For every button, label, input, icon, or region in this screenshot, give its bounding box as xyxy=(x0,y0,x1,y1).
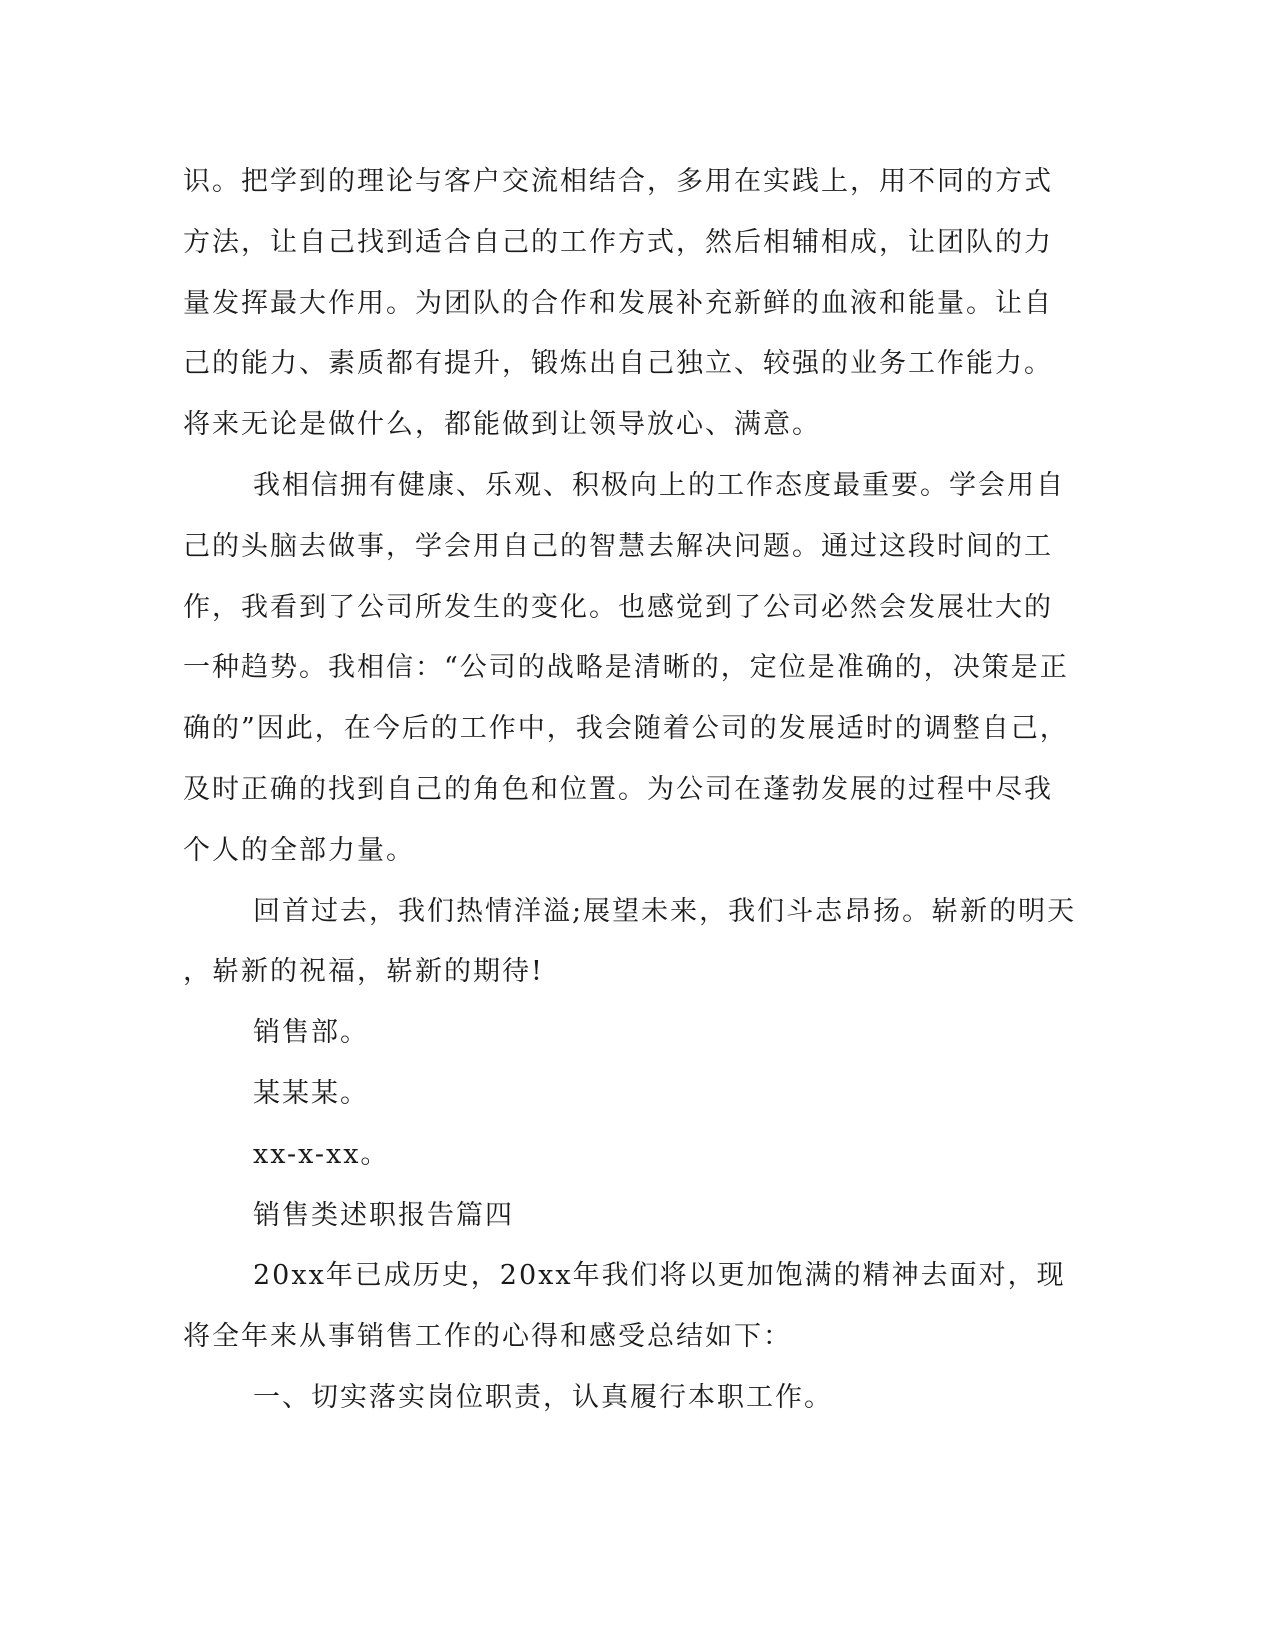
date-line: xx-x-xx。 xyxy=(253,1138,390,1170)
department-line: 销售部。 xyxy=(253,1017,369,1049)
author-line: 某某某。 xyxy=(253,1077,369,1109)
text-line: 确的”因此，在今后的工作中，我会随着公司的发展适时的调整自己， xyxy=(183,713,1069,745)
text-line: 己的头脑去做事，学会用自己的智慧去解决问题。通过这段时间的工 xyxy=(183,530,1053,562)
text-line: 及时正确的找到自己的角色和位置。为公司在蓬勃发展的过程中尽我 xyxy=(183,773,1053,805)
text-line: 将来无论是做什么，都能做到让领导放心、满意。 xyxy=(183,409,821,441)
text-line: 方法，让自己找到适合自己的工作方式，然后相辅相成，让团队的力 xyxy=(183,226,1053,258)
text-line: 己的能力、素质都有提升，锻炼出自己独立、较强的业务工作能力。 xyxy=(183,348,1053,380)
text-line: 量发挥最大作用。为团队的合作和发展补充新鲜的血液和能量。让自 xyxy=(183,287,1053,319)
subsection-heading: 一、切实落实岗位职责，认真履行本职工作。 xyxy=(253,1381,833,1413)
text-line: 识。把学到的理论与客户交流相结合，多用在实践上，用不同的方式 xyxy=(183,166,1053,197)
paragraph-start-line: 回首过去，我们热情洋溢;展望未来，我们斗志昂扬。崭新的明天 xyxy=(253,895,1077,927)
text-line: 个人的全部力量。 xyxy=(183,834,415,866)
document-body xyxy=(183,160,1077,1437)
text-line: 将全年来从事销售工作的心得和感受总结如下： xyxy=(183,1321,792,1353)
paragraph-start-line: 我相信拥有健康、乐观、积极向上的工作态度最重要。学会用自 xyxy=(253,469,1065,501)
section-title: 销售类述职报告篇四 xyxy=(253,1199,514,1231)
paragraph-start-line: 20xx年已成历史，20xx年我们将以更加饱满的精神去面对，现 xyxy=(253,1260,1066,1292)
text-line: 作，我看到了公司所发生的变化。也感觉到了公司必然会发展壮大的 xyxy=(183,591,1053,623)
text-line: ，崭新的祝福，崭新的期待! xyxy=(183,956,544,988)
text-line: 一种趋势。我相信：“公司的战略是清晰的，定位是准确的，决策是正 xyxy=(183,652,1069,684)
